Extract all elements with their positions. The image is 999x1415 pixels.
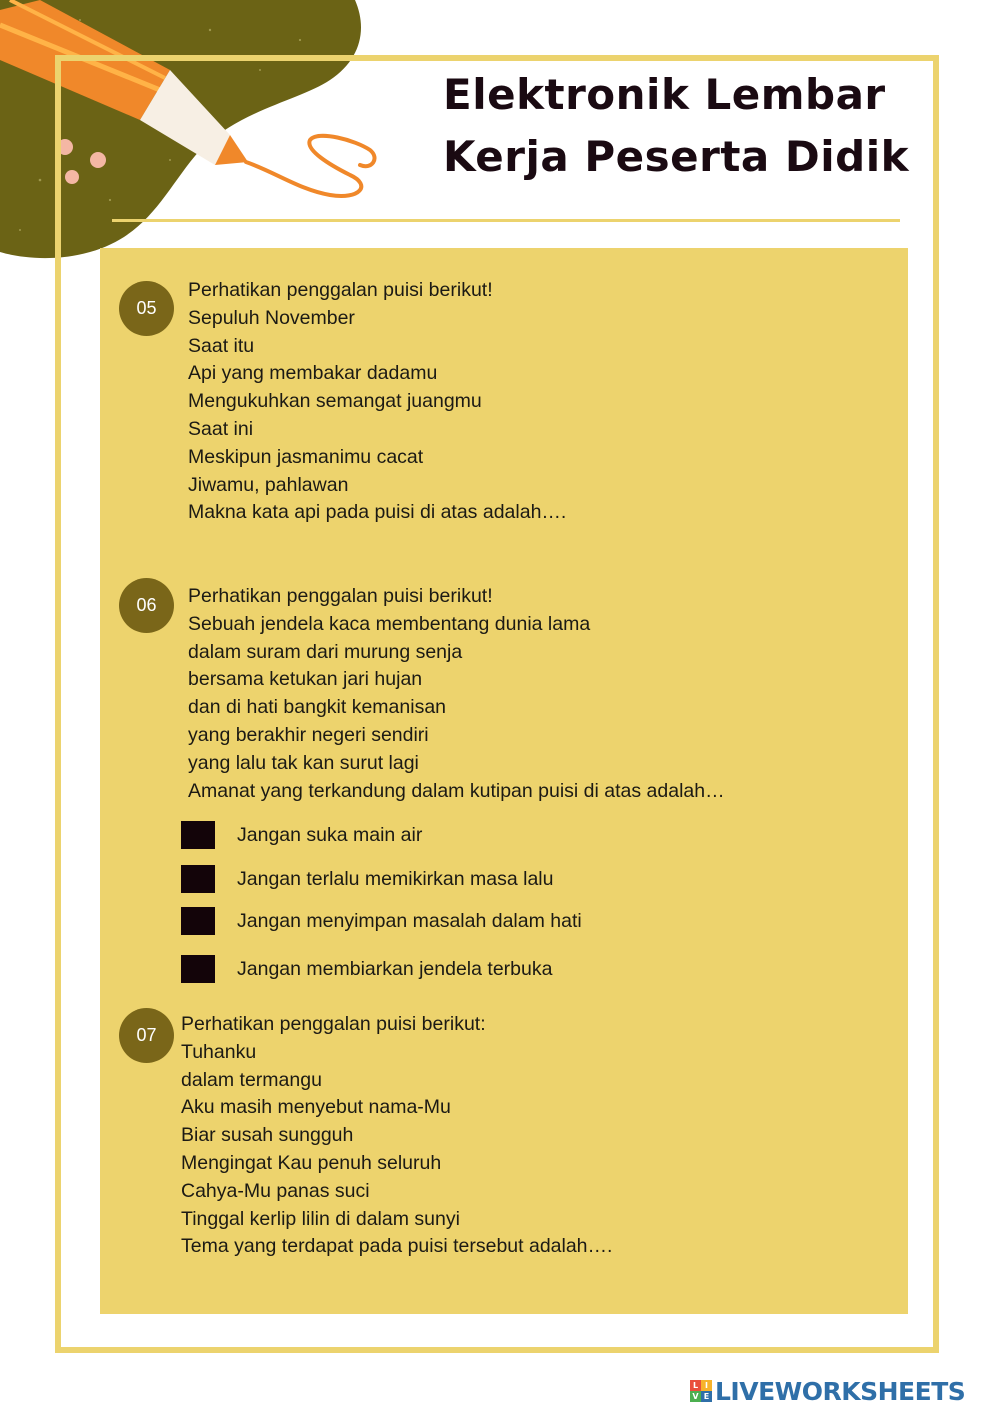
header-divider: [112, 219, 900, 222]
question-line: Meskipun jasmanimu cacat: [188, 445, 424, 468]
question-line: Saat ini: [188, 417, 254, 440]
question-number-badge: 05: [119, 281, 174, 336]
question-line: Aku masih menyebut nama-Mu: [181, 1096, 451, 1119]
liveworksheets-icon: L I V E: [690, 1380, 712, 1402]
answer-option-a[interactable]: [181, 820, 422, 850]
question-line: Tuhanku: [181, 1040, 257, 1063]
question-line: Tinggal kerlip lilin di dalam sunyi: [181, 1207, 460, 1230]
title-line-2: Kerja Peserta Didik: [443, 132, 910, 181]
question-line: yang berakhir negeri sendiri: [188, 723, 429, 746]
question-line: Mengukuhkan semangat juangmu: [188, 390, 482, 413]
answer-checkbox[interactable]: [181, 955, 215, 983]
question-line: Api yang membakar dadamu: [188, 362, 438, 385]
question-line: Perhatikan penggalan puisi berikut:: [181, 1013, 486, 1035]
question-line: Perhatikan penggalan puisi berikut!: [188, 279, 493, 301]
question-number-badge: 06: [119, 578, 174, 633]
question-prompt: Amanat yang terkandung dalam kutipan puisi di atas adalah…: [188, 779, 725, 802]
question-line: Cahya-Mu panas suci: [181, 1179, 370, 1202]
page-title: [443, 64, 963, 188]
question-line: yang lalu tak kan surut lagi: [188, 751, 419, 774]
question-line: Perhatikan penggalan puisi berikut!: [188, 585, 493, 607]
question-line: Jiwamu, pahlawan: [188, 473, 349, 496]
question-line: bersama ketukan jari hujan: [188, 668, 423, 691]
title-line-1: Elektronik Lembar: [443, 70, 886, 119]
question-prompt: Makna kata api pada puisi di atas adalah….: [188, 501, 567, 524]
question-line: dalam suram dari murung senja: [188, 640, 463, 663]
answer-option-label: Jangan menyimpan masalah dalam hati: [237, 909, 582, 932]
question-prompt: Tema yang terdapat pada puisi tersebut adalah….: [181, 1235, 613, 1258]
question-line: Sebuah jendela kaca membentang dunia lama: [188, 612, 591, 635]
answer-option-b[interactable]: [181, 864, 553, 894]
answer-option-c[interactable]: [181, 906, 582, 936]
question-line: Sepuluh November: [188, 306, 355, 329]
answer-option-label: Jangan suka main air: [237, 823, 423, 846]
question-07-text: [181, 1011, 612, 1261]
answer-option-label: Jangan terlalu memikirkan masa lalu: [237, 867, 554, 890]
question-number-badge: 07: [119, 1008, 174, 1063]
answer-option-label: Jangan membiarkan jendela terbuka: [237, 957, 553, 980]
brand-name: LIVEWORKSHEETS: [715, 1376, 966, 1406]
answer-checkbox[interactable]: [181, 865, 215, 893]
answer-option-d[interactable]: [181, 954, 552, 984]
question-line: Saat itu: [188, 334, 255, 357]
liveworksheets-logo[interactable]: [690, 1377, 965, 1405]
question-05-text: [188, 277, 566, 527]
question-line: dan di hati bangkit kemanisan: [188, 696, 447, 719]
answer-checkbox[interactable]: [181, 907, 215, 935]
question-line: Mengingat Kau penuh seluruh: [181, 1151, 442, 1174]
question-line: dalam termangu: [181, 1068, 322, 1091]
question-line: Biar susah sungguh: [181, 1124, 354, 1147]
answer-checkbox[interactable]: [181, 821, 215, 849]
question-06-text: [188, 583, 725, 805]
